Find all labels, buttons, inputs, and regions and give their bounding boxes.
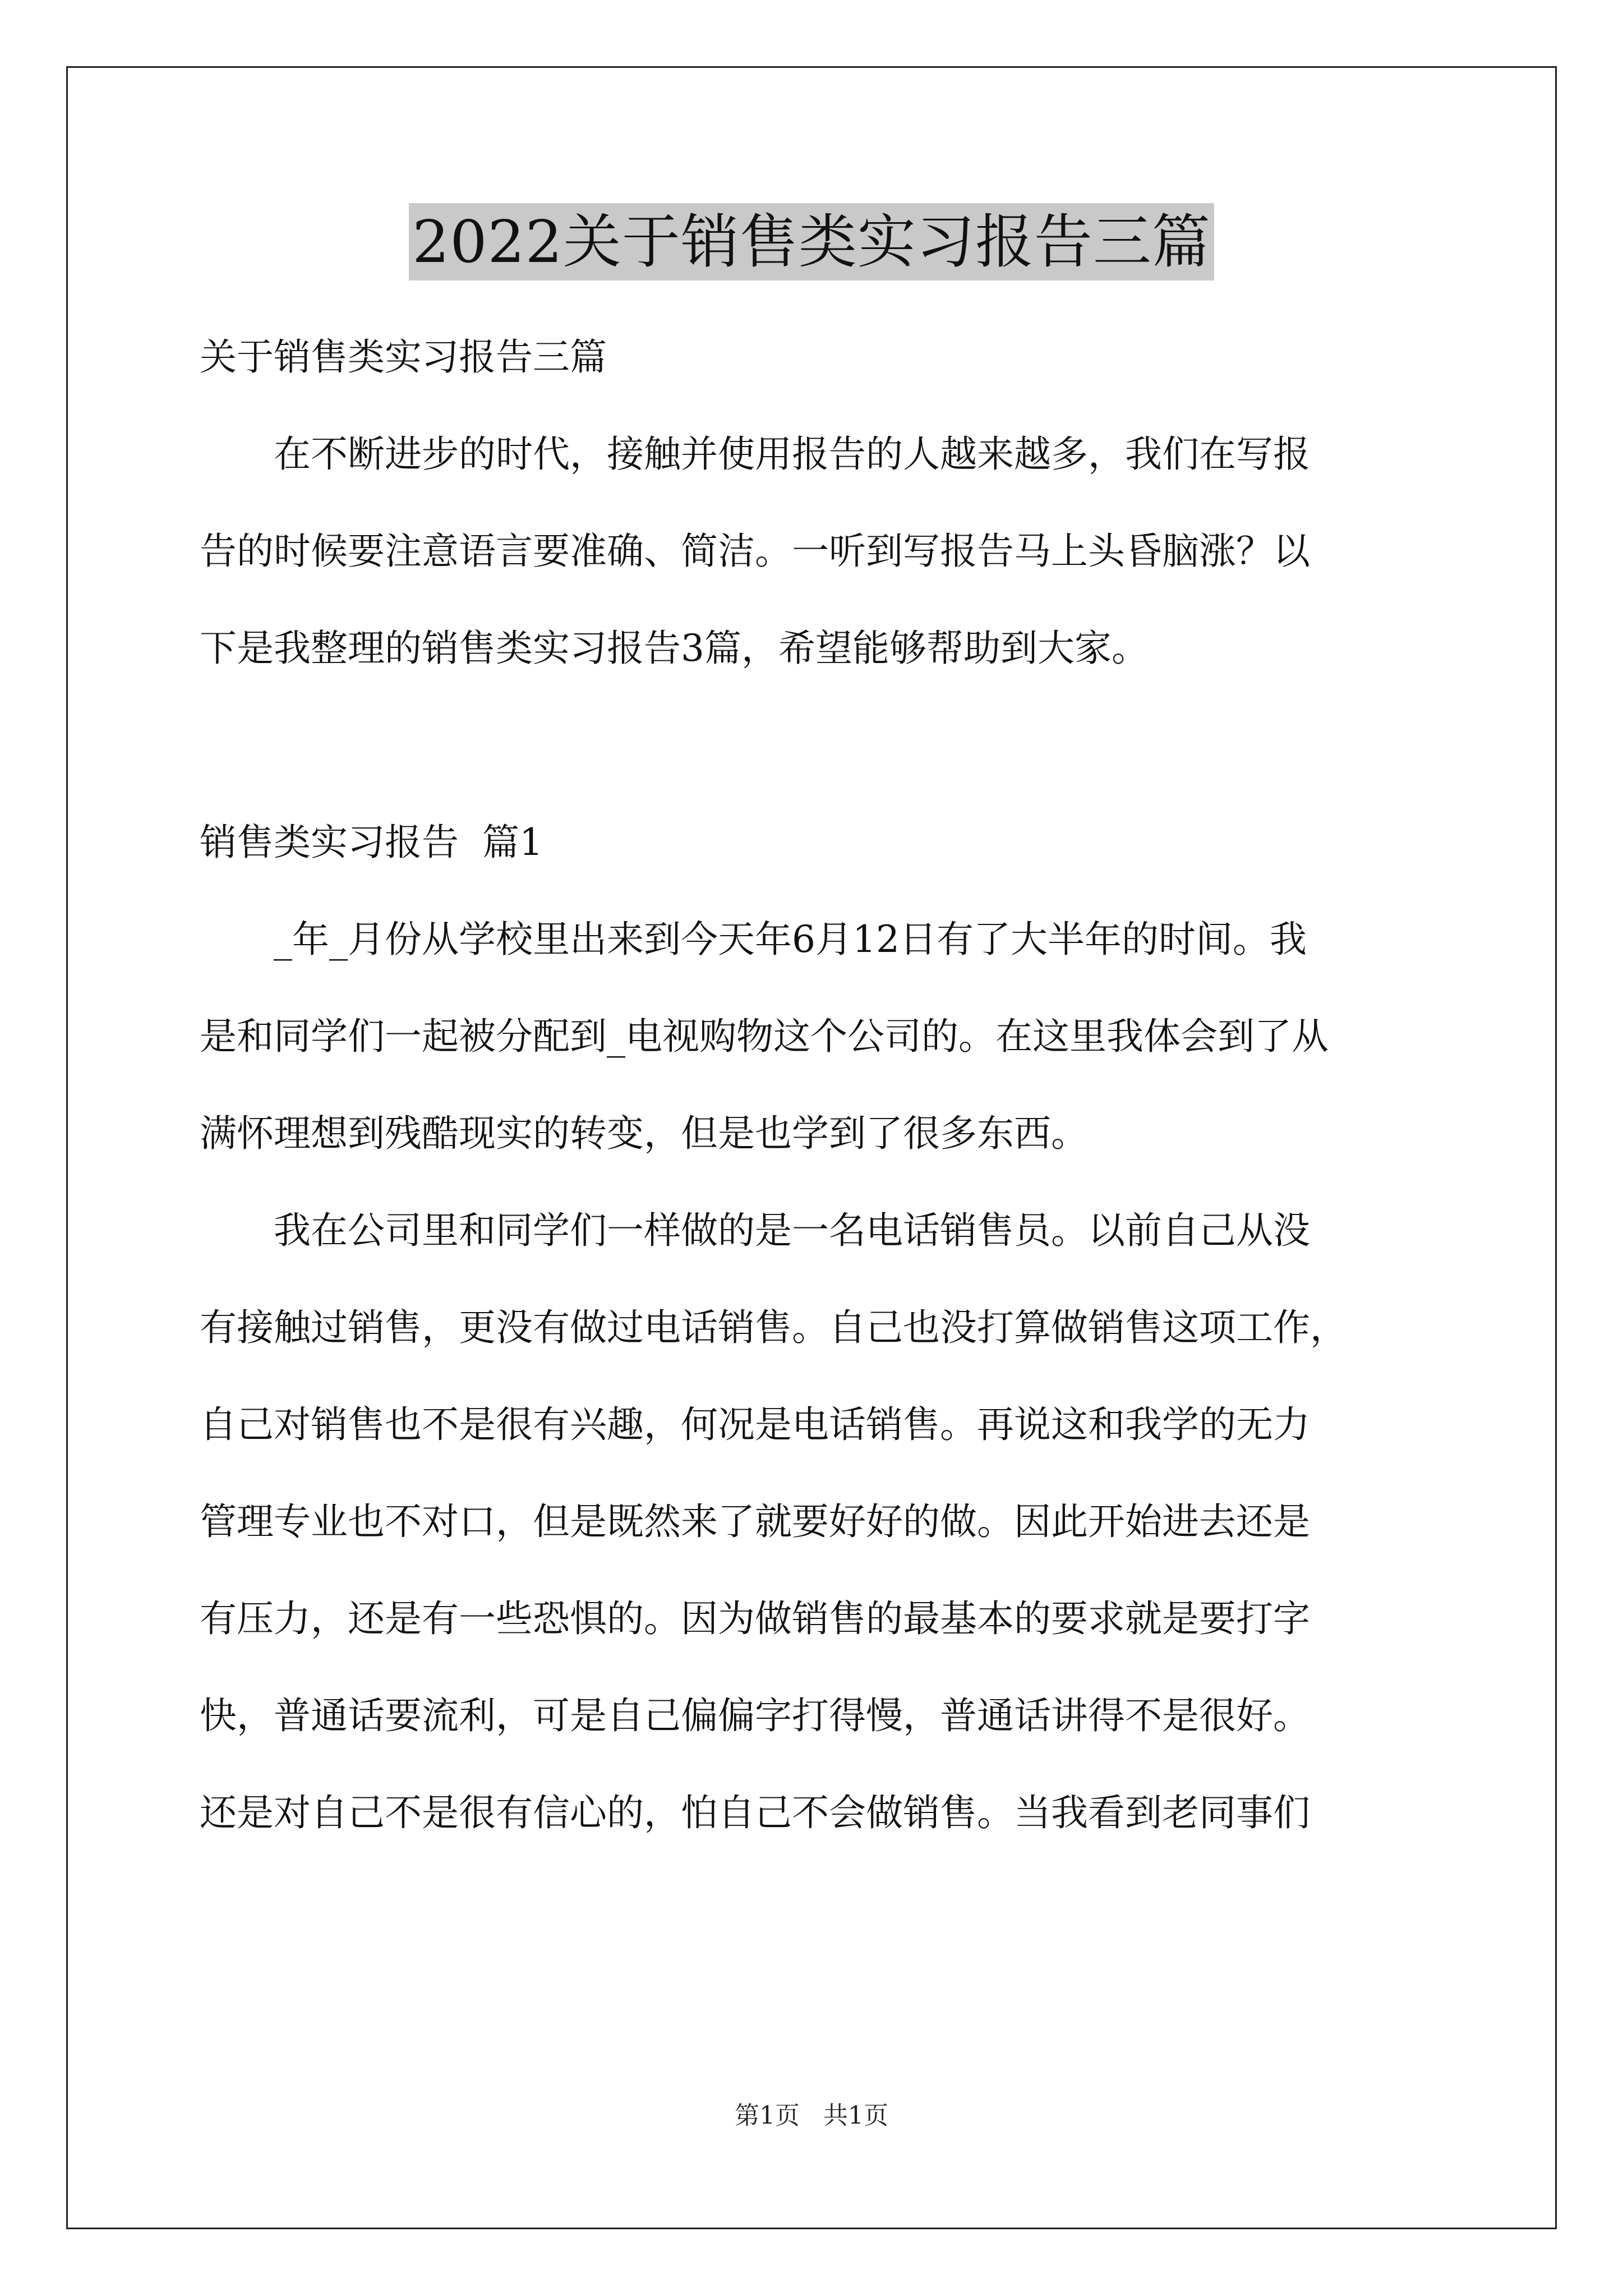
- document-title: 2022关于销售类实习报告三篇: [409, 203, 1214, 280]
- intro-line-1: 在不断进步的时代，接触并使用报告的人越来越多，我们在写报: [274, 432, 1310, 476]
- paragraph2-line-7: 还是对自己不是很有信心的，怕自己不会做销售。当我看到老同事们: [200, 1791, 1310, 1834]
- section-heading: 销售类实习报告 篇1: [200, 821, 543, 864]
- paragraph2-line-6: 快，普通话要流利，可是自己偏偏字打得慢，普通话讲得不是很好。: [200, 1694, 1310, 1737]
- paragraph1-line-1: _年_月份从学校里出来到今天年6月12日有了大半年的时间。我: [274, 918, 1307, 961]
- subtitle: 关于销售类实习报告三篇: [200, 335, 607, 379]
- intro-line-2: 告的时候要注意语言要准确、简洁。一听到写报告马上头昏脑涨？以: [200, 530, 1310, 573]
- blank-line: [200, 697, 1428, 794]
- title-container: [0, 203, 1623, 280]
- page-footer: 第1页 共1页: [735, 2101, 888, 2130]
- paragraph2-line-1: 我在公司里和同学们一样做的是一名电话销售员。以前自己从没: [274, 1209, 1310, 1252]
- intro-line-3: 下是我整理的销售类实习报告3篇，希望能够帮助到大家。: [200, 627, 1149, 670]
- document-body: [200, 309, 1428, 1861]
- paragraph2-line-3: 自己对销售也不是很有兴趣，何况是电话销售。再说这和我学的无力: [200, 1403, 1310, 1446]
- paragraph2-line-2: 有接触过销售，更没有做过电话销售。自己也没打算做销售这项工作，: [200, 1306, 1347, 1349]
- paragraph2-line-4: 管理专业也不对口，但是既然来了就要好好的做。因此开始进去还是: [200, 1500, 1310, 1543]
- paragraph1-line-3: 满怀理想到残酷现实的转变，但是也学到了很多东西。: [200, 1112, 1088, 1155]
- paragraph1-line-2: 是和同学们一起被分配到_电视购物这个公司的。在这里我体会到了从: [200, 1015, 1329, 1058]
- paragraph2-line-5: 有压力，还是有一些恐惧的。因为做销售的最基本的要求就是要打字: [200, 1597, 1310, 1640]
